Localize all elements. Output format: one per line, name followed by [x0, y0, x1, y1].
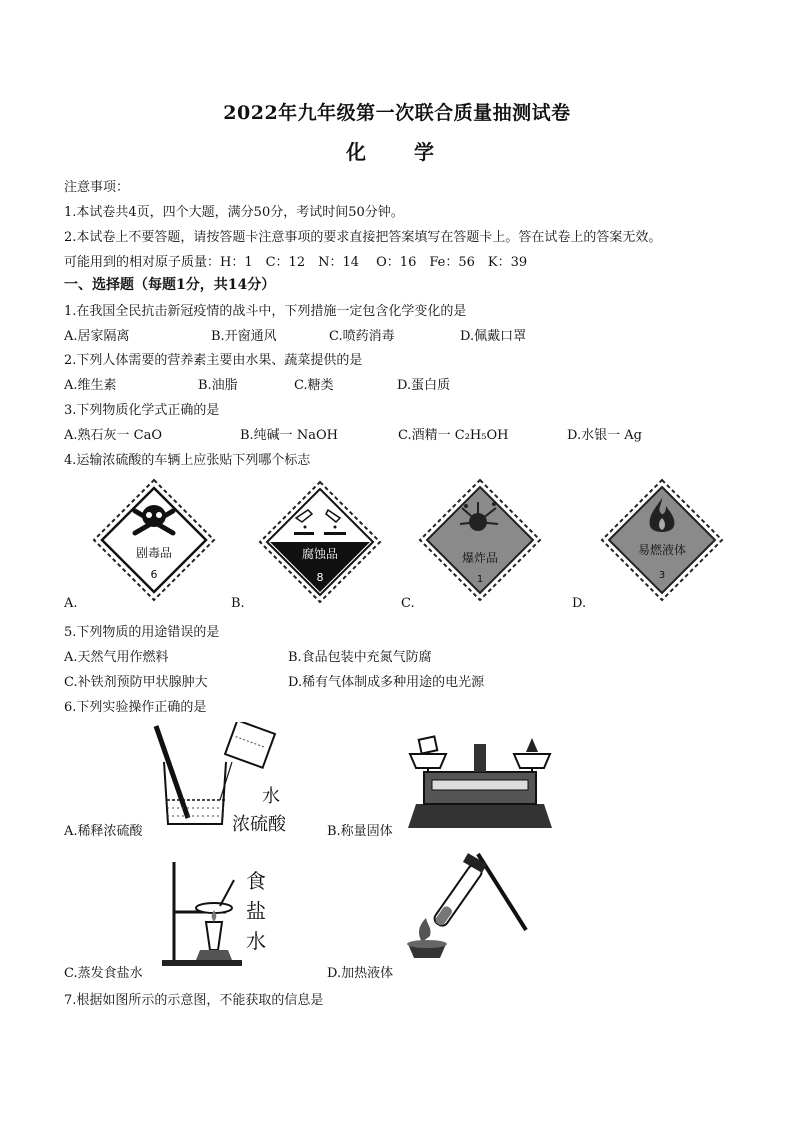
q1-option-d[interactable]: D.佩戴口罩: [460, 329, 527, 344]
heat-liquid-figure: [396, 850, 536, 966]
question-1-stem: 1.在我国全民抗击新冠疫情的战斗中，下列措施一定包含化学变化的是: [64, 304, 467, 319]
fig-c-label-2: 盐: [246, 899, 266, 923]
q3-option-a[interactable]: A.熟石灰一 CaO: [64, 428, 163, 443]
q5-option-d[interactable]: D.稀有气体制成多种用途的电光源: [288, 675, 485, 690]
flammable-liquid-sign[interactable]: [600, 478, 724, 602]
question-6-stem: 6.下列实验操作正确的是: [64, 700, 207, 715]
note-item-1: 1.本试卷共4页，四个大题，满分50分，考试时间50分钟。: [64, 205, 404, 220]
question-4-stem: 4.运输浓硫酸的车辆上应张贴下列哪个标志: [64, 453, 311, 468]
section-1-heading: 一、选择题（每题1分，共14分）: [64, 277, 276, 293]
dilute-acid-figure: [150, 722, 300, 838]
q3-option-c[interactable]: C.酒精一 C₂H₅OH: [398, 428, 509, 443]
evaporate-figure: [156, 858, 306, 970]
fig-a-acid-label: 浓硫酸: [232, 814, 286, 835]
explosive-hazard-sign[interactable]: [418, 478, 542, 602]
q3-option-d[interactable]: D.水银一 Ag: [567, 428, 642, 443]
sign-b-label: 腐蚀品: [301, 547, 339, 561]
notes-heading: 注意事项：: [64, 180, 130, 195]
q4-option-d[interactable]: D.: [572, 596, 587, 611]
question-5-stem: 5.下列物质的用途错误的是: [64, 625, 220, 640]
q6-option-c[interactable]: C.蒸发食盐水: [64, 966, 143, 981]
sign-d-class: 3: [658, 570, 666, 581]
q4-option-b[interactable]: B.: [231, 596, 245, 611]
sign-c-class: 1: [476, 574, 484, 585]
page-title: 2022年九年级第一次联合质量抽测试卷: [223, 102, 571, 124]
note-item-2: 2.本试卷上不要答题，请按答题卡注意事项的要求直接把答案填写在答题卡上。答在试卷上的答案无效。: [64, 230, 662, 245]
sign-c-label: 爆炸品: [461, 551, 499, 565]
fig-a-water-label: 水: [262, 786, 280, 807]
q6-option-d[interactable]: D.加热液体: [327, 966, 394, 981]
q2-option-a[interactable]: A.维生素: [64, 378, 117, 393]
question-2-stem: 2.下列人体需要的营养素主要由水果、蔬菜提供的是: [64, 353, 363, 368]
atomic-mass-line: 可能用到的相对原子质量：H：1 C：12 N：14 O：16 Fe：56 K：39: [64, 255, 528, 270]
q1-option-a[interactable]: A.居家隔离: [64, 329, 130, 344]
q1-option-c[interactable]: C.喷药消毒: [329, 329, 395, 344]
q5-option-c[interactable]: C.补铁剂预防甲状腺肿大: [64, 675, 208, 690]
corrosive-hazard-sign[interactable]: [258, 480, 382, 604]
fig-c-label-1: 食: [246, 869, 266, 893]
q2-option-b[interactable]: B.油脂: [198, 378, 238, 393]
q1-option-b[interactable]: B.开窗通风: [211, 329, 277, 344]
sign-a-class: 6: [150, 568, 158, 581]
q4-option-c[interactable]: C.: [401, 596, 415, 611]
q2-option-d[interactable]: D.蛋白质: [397, 378, 451, 393]
q5-option-b[interactable]: B.食品包装中充氮气防腐: [288, 650, 432, 665]
subject-title: 化 学: [346, 140, 448, 164]
q6-option-b[interactable]: B.称量固体: [327, 824, 393, 839]
fig-c-label-3: 水: [246, 929, 266, 953]
balance-figure: [402, 724, 558, 834]
q3-option-b[interactable]: B.纯碱一 NaOH: [240, 428, 338, 443]
q6-option-a[interactable]: A.稀释浓硫酸: [64, 824, 143, 839]
toxic-hazard-sign[interactable]: [92, 478, 216, 602]
q5-option-a[interactable]: A.天然气用作燃料: [64, 650, 169, 665]
question-3-stem: 3.下列物质化学式正确的是: [64, 403, 220, 418]
q4-option-a[interactable]: A.: [64, 596, 78, 611]
q2-option-c[interactable]: C.糖类: [294, 378, 334, 393]
question-7-stem: 7.根据如图所示的示意图，不能获取的信息是: [64, 993, 324, 1008]
sign-b-class: 8: [316, 571, 324, 584]
sign-a-label: 剧毒品: [135, 546, 173, 560]
sign-d-label: 易燃液体: [637, 543, 687, 557]
